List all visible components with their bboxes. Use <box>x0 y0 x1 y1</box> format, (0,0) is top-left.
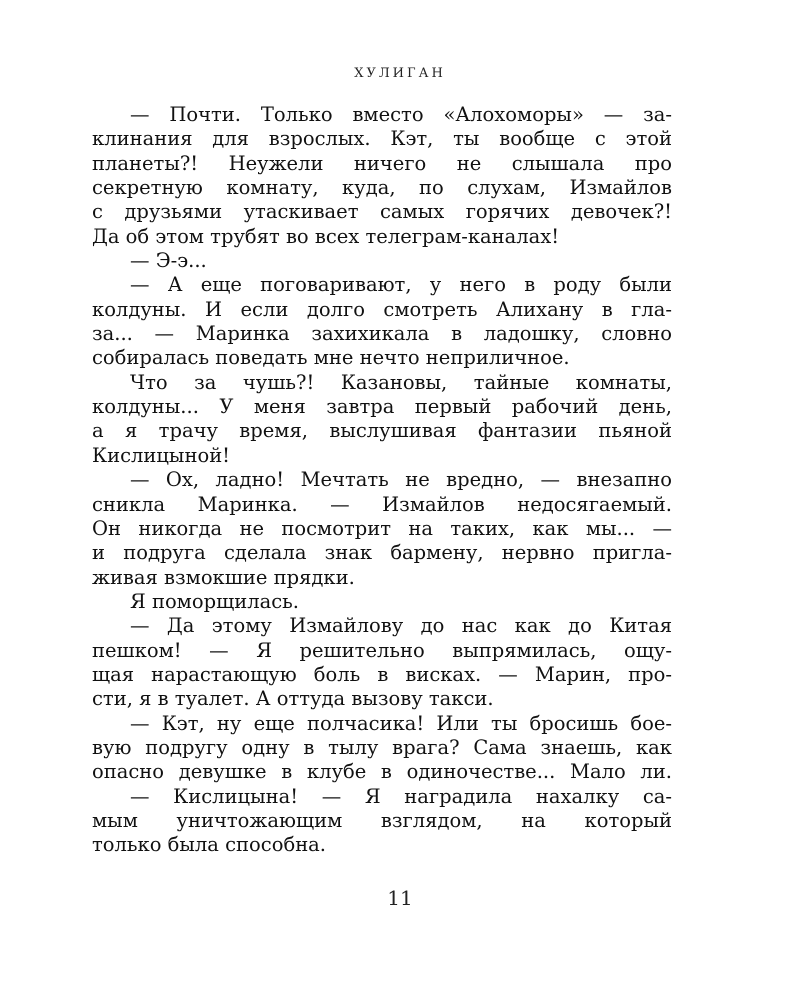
text-line: с друзьями утаскивает самых горячих девочек?! <box>92 200 672 224</box>
text-line: опасно девушке в клубе в одиночестве... Мало ли. <box>92 760 672 784</box>
text-line: — Почти. Только вместо «Алохоморы» — за- <box>130 103 672 126</box>
text-line: — Кислицына! — Я наградила нахалку са- <box>130 784 672 808</box>
text-line: за... — Маринка захихикала в ладошку, словно <box>92 322 672 346</box>
text-line: сникла Маринка. — Измайлов недосягаемый. <box>92 492 672 516</box>
text-line: секретную комнату, куда, по слухам, Измайлов <box>92 176 672 200</box>
running-title: ХУЛИГАН <box>354 66 446 81</box>
text-line: колдуны... У меня завтра первый рабочий день, <box>92 395 672 419</box>
text-line: щая нарастающую боль в висках. — Марин, про- <box>92 662 672 686</box>
body-text <box>92 103 672 858</box>
text-line: сти, я в туалет. А оттуда вызову такси. <box>92 687 494 711</box>
text-line: Что за чушь?! Казановы, тайные комнаты, <box>130 370 672 394</box>
page-number: 11 <box>387 886 413 910</box>
text-line: пешком! — Я решительно выпрямилась, ощу- <box>92 638 672 662</box>
text-line: вую подругу одну в тылу врага? Сама знаешь, как <box>92 735 672 759</box>
text-line: планеты?! Неужели ничего не слышала про <box>92 151 672 175</box>
text-line: — Ох, ладно! Мечтать не вредно, — внезапно <box>130 468 672 492</box>
text-line: а я трачу время, выслушивая фантазии пьяной <box>92 419 672 443</box>
text-line: живая взмокшие прядки. <box>92 565 355 589</box>
text-line: — Э-э... <box>130 249 207 273</box>
text-line: клинания для взрослых. Кэт, ты вообще с этой <box>92 127 672 151</box>
text-line: — А еще поговаривают, у него в роду были <box>130 273 672 297</box>
text-line: собиралась поведать мне нечто неприличное. <box>92 346 570 370</box>
text-line: мым уничтожающим взглядом, на который <box>92 808 672 832</box>
text-line: Он никогда не посмотрит на таких, как мы... — <box>92 516 672 540</box>
text-line: Кислицыной! <box>92 443 231 467</box>
text-line: — Кэт, ну еще полчасика! Или ты бросишь бое- <box>130 711 672 735</box>
text-line: колдуны. И если долго смотреть Алихану в гла- <box>92 297 672 321</box>
text-line: Я поморщилась. <box>130 589 299 613</box>
text-line: — Да этому Измайлову до нас как до Китая <box>130 614 672 638</box>
text-line: Да об этом трубят во всех телеграм-каналах! <box>92 224 560 248</box>
text-line: только была способна. <box>92 833 327 857</box>
text-line: и подруга сделала знак бармену, нервно пригла- <box>92 541 672 565</box>
